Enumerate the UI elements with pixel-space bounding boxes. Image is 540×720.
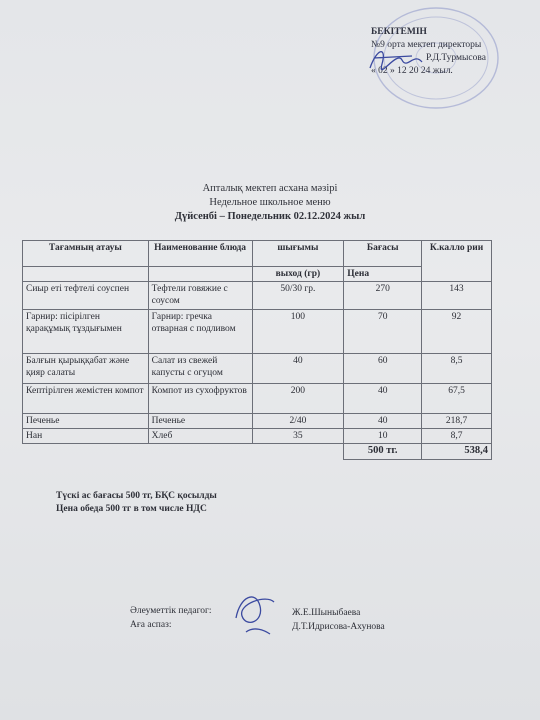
total-kcal: 538,4 [422, 444, 492, 460]
price-note-ru: Цена обеда 500 тг в том числе НДС [56, 504, 207, 514]
table-row [23, 414, 492, 429]
price-note-kk: Түскі ас бағасы 500 тг, БҚС қосылды [56, 491, 217, 501]
dish-kcal: 218,7 [422, 414, 492, 429]
dish-kcal: 8,5 [422, 354, 492, 384]
header-yield-ru: выход (гр) [252, 267, 344, 282]
menu-title-kk: Апталық мектеп асхана мәзірі [202, 183, 338, 194]
header-price-kk: Бағасы [344, 241, 422, 267]
table-header-row [23, 241, 492, 267]
dish-kcal: 67,5 [422, 384, 492, 414]
dish-yield: 50/30 гр. [252, 282, 344, 310]
dish-yield: 100 [252, 310, 344, 354]
dish-yield: 40 [252, 354, 344, 384]
dish-name-ru: Печенье [148, 414, 252, 429]
table-row [23, 429, 492, 444]
dish-price: 60 [344, 354, 422, 384]
header-yield-kk: шығымы [252, 241, 344, 267]
dish-name-ru: Хлеб [148, 429, 252, 444]
menu-table [22, 240, 492, 460]
dish-name-ru: Компот из сухофруктов [148, 384, 252, 414]
approval-name-line: Р.Д.Турмысова [426, 53, 486, 63]
dish-yield: 200 [252, 384, 344, 414]
table-row [23, 282, 492, 310]
dish-yield: 2/40 [252, 414, 344, 429]
director-signature [352, 38, 442, 78]
table-row [23, 384, 492, 414]
dish-price: 40 [344, 414, 422, 429]
dish-kcal: 8,7 [422, 429, 492, 444]
table-row [23, 310, 492, 354]
dish-name-kk: Кептірілген жемістен компот [23, 384, 149, 414]
dish-name-ru: Гарнир: гречка отварная с подливом [148, 310, 252, 354]
dish-price: 10 [344, 429, 422, 444]
pedagogue-signature [226, 588, 286, 638]
name-social-pedagogue: Ж.Е.Шыныбаева [292, 608, 361, 618]
menu-title-ru: Недельное школьное меню [209, 197, 331, 208]
header-kcal: К.калло рии [422, 241, 492, 282]
table-subheader-row [23, 267, 492, 282]
dish-name-kk: Нан [23, 429, 149, 444]
dish-kcal: 92 [422, 310, 492, 354]
approval-director-line: №9 орта мектеп директоры [371, 40, 482, 50]
header-name-kk: Тағамның атауы [23, 241, 149, 267]
dish-name-ru: Салат из свежей капусты с огуцом [148, 354, 252, 384]
header-name-ru: Наименование блюда [148, 241, 252, 267]
approval-date-line: « 02 » 12 20 24 жыл. [371, 66, 453, 76]
dish-name-kk: Балғын қырыққабат және қияр салаты [23, 354, 149, 384]
dish-name-ru: Тефтели говяжие с соусом [148, 282, 252, 310]
dish-price: 70 [344, 310, 422, 354]
role-senior-cook: Аға аспаз: [130, 620, 172, 630]
role-social-pedagogue: Әлеуметтік педагог: [130, 606, 212, 616]
dish-price: 270 [344, 282, 422, 310]
name-senior-cook: Д.Т.Идрисова-Ахунова [292, 622, 385, 632]
header-price-ru: Цена [344, 267, 422, 282]
dish-name-kk: Печенье [23, 414, 149, 429]
dish-name-kk: Гарнир: пісірілген қарақұмық тұздығымен [23, 310, 149, 354]
table-total-row [23, 444, 492, 460]
approval-title: БЕКІТЕМІН [371, 27, 427, 37]
dish-name-kk: Сиыр еті тефтелі соуспен [23, 282, 149, 310]
table-row [23, 354, 492, 384]
total-price: 500 тг. [344, 444, 422, 460]
dish-kcal: 143 [422, 282, 492, 310]
menu-day-title: Дүйсенбі – Понедельник 02.12.2024 жыл [174, 211, 366, 222]
dish-yield: 35 [252, 429, 344, 444]
dish-price: 40 [344, 384, 422, 414]
